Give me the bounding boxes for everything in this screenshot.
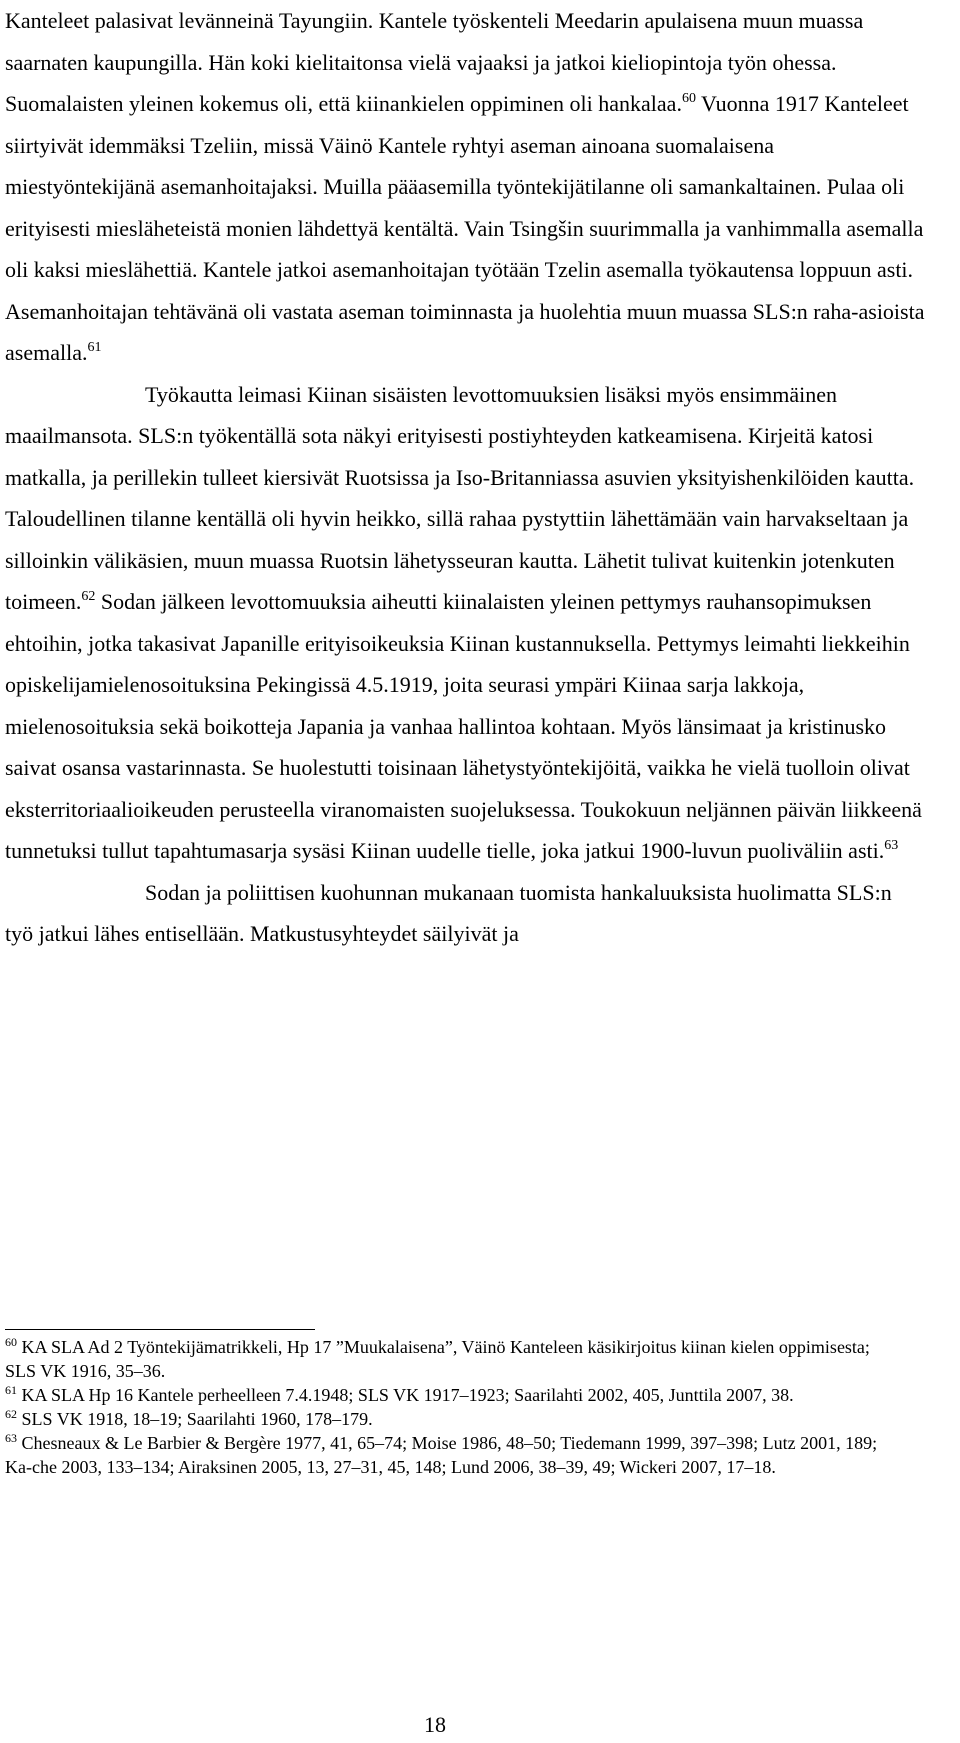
document-page (5, 0, 925, 955)
footnote-number: 62 (5, 1407, 17, 1421)
paragraph-1 (5, 0, 925, 374)
footnote-text: SLS VK 1918, 18–19; Saarilahti 1960, 178–179. (17, 1409, 373, 1429)
footnote-ref-62[interactable]: 62 (81, 589, 96, 604)
footnote-number: 60 (5, 1335, 17, 1349)
paragraph-1-text-a: Kanteleet palasivat levänneinä Tayungiin. Kantele työskenteli Meedarin apulaisena muun muassa saarnaten kaupungilla. Hän koki kielitaitonsa vielä vajaaksi ja jatkoi kieliopintoja työn ohessa. Suomalaisten yleinen kokemus oli, että kiinankielen oppiminen oli hankalaa. (5, 8, 864, 116)
footnote-ref-61[interactable]: 61 (87, 340, 102, 355)
footnotes (5, 1335, 905, 1479)
footnote-63 (5, 1431, 905, 1479)
paragraph-3-text: Sodan ja poliittisen kuohunnan mukanaan tuomista hankaluuksista huolimatta SLS:n työ jatkui lähes entisellään. Matkustusyhteydet säilyivät ja (5, 879, 892, 946)
paragraph-3 (5, 872, 925, 955)
body-text (5, 0, 925, 955)
footnote-61 (5, 1383, 905, 1407)
paragraph-2 (5, 374, 925, 872)
footnote-62 (5, 1407, 905, 1431)
footnote-text: KA SLA Ad 2 Työntekijämatrikkeli, Hp 17 ”Muukalaisena”, Väinö Kanteleen käsikirjoitus kiinan kielen oppimisesta; SLS VK 1916, 35–36. (5, 1337, 870, 1381)
footnote-ref-63[interactable]: 63 (884, 838, 899, 853)
footnote-text: Chesneaux & Le Barbier & Bergère 1977, 41, 65–74; Moise 1986, 48–50; Tiedemann 1999, 397–398; Lutz 2001, 189; Ka-che 2003, 133–134; Airaksinen 2005, 13, 27–31, 45, 148; Lund 2006, 38–39, 49; Wickeri 2007, 17–18. (5, 1433, 878, 1477)
footnote-number: 61 (5, 1383, 17, 1397)
paragraph-2-text-b: Sodan jälkeen levottomuuksia aiheutti kiinalaisten yleinen pettymys rauhansopimuksen ehtoihin, jotka takasivat Japanille erityisoikeuksia Kiinan kustannuksella. Pettymys leimahti liekkeihin opiskelijamielenosoituksina Pekingissä 4.5.1919, joita seurasi ympäri Kiinaa sarja lakkoja, mielenosoituksia sekä boikotteja Japania ja vanhaa hallintoa kohtaan. Myös länsimaat ja kristinusko saivat osansa vastarinnasta. Se huolestutti toisinaan lähetystyöntekijöitä, vaikka he vielä tuolloin olivat eksterritoriaalioikeuden perusteella viranomaisten suojeluksessa. Toukokuun neljännen päivän liikkeenä tunnetuksi tullut tapahtumasarja sysäsi Kiinan uudelle tielle, joka jatkui 1900-luvun puoliväliin asti. (5, 589, 922, 863)
paragraph-2-text-a: Työkautta leimasi Kiinan sisäisten levottomuuksien lisäksi myös ensimmäinen maailmansota. SLS:n työkentällä sota näkyi erityisesti postiyhteyden katkeamisena. Kirjeitä katosi matkalla, ja perillekin tulleet kiersivät Ruotsissa ja Iso-Britanniassa asuvien yksityishenkilöiden kautta. Taloudellinen tilanne kentällä oli hyvin heikko, sillä rahaa pystyttiin lähettämään vain harvakseltaan ja silloinkin välikäsien, muun muassa Ruotsin lähetysseuran kautta. Lähetit tulivat kuitenkin jotenkuten toimeen. (5, 381, 915, 614)
footnote-ref-60[interactable]: 60 (681, 91, 696, 106)
footnote-text: KA SLA Hp 16 Kantele perheelleen 7.4.1948; SLS VK 1917–1923; Saarilahti 2002, 405, Junttila 2007, 38. (17, 1385, 794, 1405)
page-number: 18 (424, 1712, 446, 1737)
footnote-number: 63 (5, 1431, 17, 1445)
footnote-60 (5, 1335, 905, 1383)
footnote-separator (5, 1329, 315, 1330)
paragraph-1-text-b: Vuonna 1917 Kanteleet siirtyivät idemmäksi Tzeliin, missä Väinö Kantele ryhtyi aseman ainoana suomalaisena miestyöntekijänä asemanhoitajaksi. Muilla pääasemilla työntekijätilanne oli samankaltainen. Pulaa oli erityisesti miesläheteistä monien lähdettyä kentältä. Vain Tsingšin suurimmalla ja vanhimmalla asemalla oli kaksi mieslähettiä. Kantele jatkoi asemanhoitajan työtään Tzelin asemalla työkautensa loppuun asti. Asemanhoitajan tehtävänä oli vastata aseman toiminnasta ja huolehtia muun muassa SLS:n raha-asioista asemalla. (5, 91, 925, 365)
